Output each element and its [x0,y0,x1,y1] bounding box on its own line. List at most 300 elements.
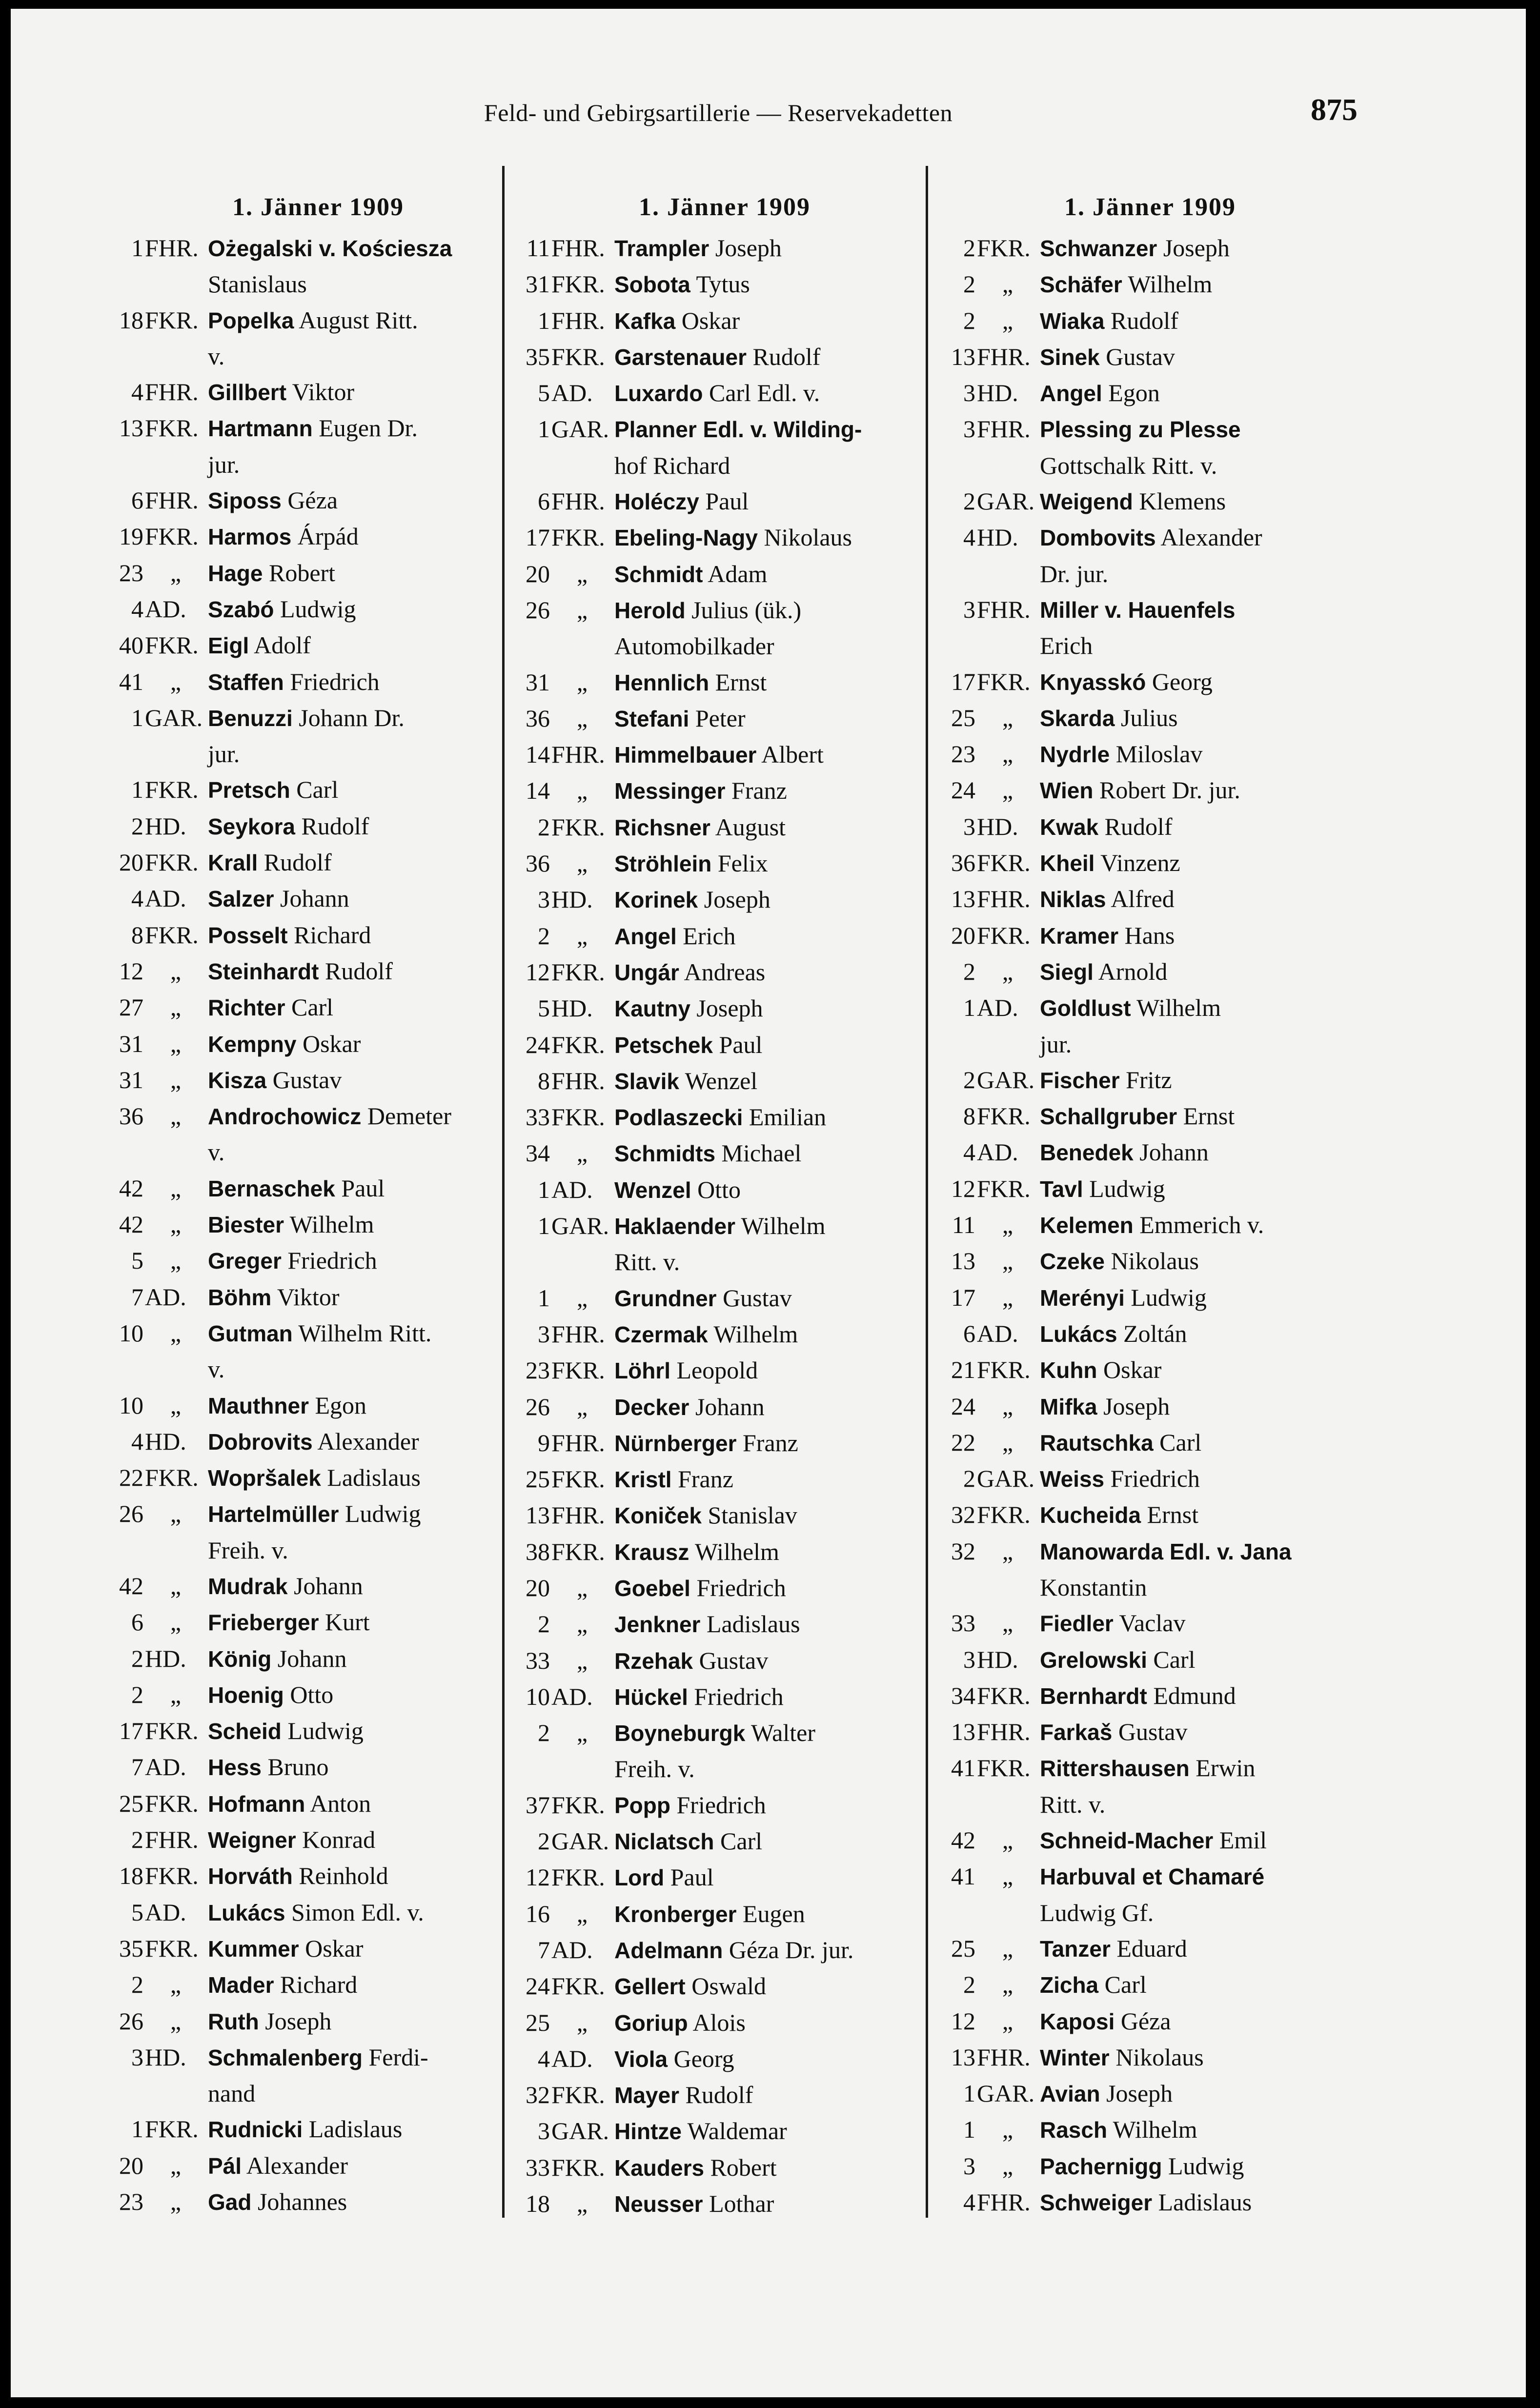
entry-unit: „ [1002,1428,1013,1456]
roster-entry [940,1822,1360,1859]
entry-number: 1 [963,2116,975,2144]
entry-unit: FKR. [145,414,199,442]
entry-unit: FHR. [977,343,1031,370]
roster-entry [515,1787,934,1823]
entry-surname: Goldlust [1040,995,1131,1021]
entry-name [1040,736,1360,772]
entry-given-names: Zoltán [1117,1319,1187,1347]
entry-unit: „ [1002,1247,1013,1275]
entry-surname: Ebeling-Nagy [614,525,758,551]
entry-given-names: Vaclav [1113,1609,1186,1637]
entry-given-names: Joseph [1157,234,1230,262]
entry-name [1040,592,1360,628]
roster-entry-continuation [940,1027,1360,1062]
entry-name [1040,772,1360,809]
roster-entry [515,1316,934,1353]
entry-given-names: Alexander [312,1427,419,1455]
entry-surname: Mifka [1040,1394,1097,1419]
entry-surname: Horváth [208,1863,293,1889]
roster-entry [940,1605,1360,1641]
column-middle [515,184,934,2222]
entry-number: 24 [526,1972,550,2000]
entry-name [614,773,934,809]
entry-unit: „ [1002,740,1013,768]
entry-unit: FKR. [145,1862,199,1890]
entry-given-names: Carl [1147,1645,1196,1673]
entry-name [614,1208,934,1244]
entry-given-names: Viktor [271,1283,340,1311]
entry-surname: Podlaszecki [614,1105,743,1131]
entry-unit: FKR. [551,2081,605,2109]
entry-given-names: Joseph [690,994,763,1022]
entry-name [1040,2185,1360,2221]
entry-given-names: Rudolf [319,957,393,985]
entry-name [1040,1352,1360,1388]
entry-name [1040,2148,1360,2185]
entry-surname: Farkaš [1040,1720,1113,1745]
entry-name [614,2077,934,2113]
entry-surname: Knyasskó [1040,669,1146,695]
entry-unit: FHR. [551,741,605,769]
entry-surname: Avian [1040,2081,1100,2107]
entry-unit: „ [170,559,182,587]
entry-number: 13 [951,885,975,913]
column-right [940,184,1360,2221]
entry-given-names: Anton [305,1789,371,1817]
entry-unit: „ [170,1680,182,1708]
entry-given-names: Demeter [361,1102,451,1130]
entry-given-names: Joseph [259,2007,332,2035]
roster-entry [940,484,1360,520]
entry-list [940,230,1360,2221]
entry-number: 38 [526,1538,550,1565]
entry-name [208,2184,528,2220]
entry-surname: Löhrl [614,1358,670,1384]
entry-name [614,2005,934,2041]
entry-surname: Staffen [208,669,284,695]
entry-name [1040,1859,1360,1895]
entry-surname: Dombovits [1040,525,1156,551]
entry-name [614,2186,934,2222]
entry-surname: Hennlich [614,669,709,695]
entry-unit: HD. [145,1644,186,1672]
roster-entry [108,1279,528,1315]
roster-entry [515,230,934,266]
entry-name [614,991,934,1027]
entry-unit: FKR. [551,1103,605,1131]
entry-surname: Decker [614,1394,689,1420]
entry-given-names: Friedrich [1104,1465,1200,1493]
entry-number: 2 [963,957,975,985]
roster-entry [940,1859,1360,1895]
entry-name [208,555,528,591]
entry-name [208,2111,528,2147]
entry-number: 4 [963,2188,975,2216]
entry-surname: Bernaschek [208,1175,335,1201]
entry-unit: „ [576,1610,588,1638]
entry-continuation: Stanislaus [208,270,307,298]
entry-name [208,1858,528,1894]
entry-unit: „ [170,1030,182,1057]
entry-name [208,1822,528,1858]
entry-name [614,1932,934,1968]
entry-unit: AD. [145,1283,186,1311]
entry-given-names: Kurt [319,1608,370,1636]
roster-entry [108,1568,528,1604]
entry-name [1040,1062,1360,1098]
roster-entry [108,1388,528,1424]
entry-given-names: Wilhelm [1122,270,1213,298]
entry-name [1040,1389,1360,1425]
entry-name [614,2150,934,2186]
entry-surname: Siegl [1040,959,1094,985]
entry-number: 36 [119,1102,143,1130]
entry-number: 31 [119,1066,143,1093]
entry-unit: AD. [977,1138,1018,1166]
entry-name [1040,918,1360,954]
entry-name [208,230,528,266]
entry-unit: „ [576,1574,588,1601]
entry-unit: „ [170,1971,182,1999]
roster-entry [515,303,934,339]
entry-continuation: Freih. v. [614,1755,695,1783]
entry-given-names: Johann [274,885,349,912]
entry-number: 17 [951,668,975,695]
entry-given-names: Erwin [1189,1754,1256,1782]
entry-unit: GAR. [977,2080,1035,2107]
entry-number: 3 [131,2043,143,2071]
roster-entry [940,303,1360,339]
entry-unit: FKR. [977,1501,1031,1529]
roster-entry [940,1134,1360,1171]
entry-name [614,1461,934,1497]
entry-surname: Czermak [614,1321,708,1347]
entry-unit: HD. [977,379,1018,407]
entry-number: 24 [951,1392,975,1420]
entry-given-names: Franz [725,777,787,805]
entry-surname: Luxardo [614,381,703,406]
entry-unit: „ [576,1284,588,1312]
roster-entry [940,2040,1360,2076]
entry-surname: Gellert [614,1974,686,2000]
entry-name [614,2113,934,2149]
entry-unit: AD. [977,994,1018,1022]
entry-number: 3 [963,379,975,407]
entry-surname: Petschek [614,1032,713,1058]
entry-given-names: Ernst [709,668,767,696]
entry-given-names: Leopold [670,1356,758,1384]
entry-unit: FKR. [145,849,199,876]
entry-given-names: Rudolf [747,343,821,370]
entry-name [1040,1316,1360,1352]
entry-unit: HD. [145,812,186,840]
entry-name [208,1243,528,1279]
entry-number: 4 [131,378,143,406]
roster-entry [940,2148,1360,2185]
entry-number: 2 [538,1827,550,1855]
entry-name [614,592,934,628]
entry-given-names: Felix [711,850,768,877]
entry-unit: „ [170,2151,182,2179]
entry-number: 3 [538,886,550,913]
entry-unit: „ [1002,704,1013,731]
entry-surname: Niclatsch [614,1829,714,1855]
entry-unit: „ [1002,957,1013,985]
entry-number: 20 [119,849,143,876]
entry-unit: FKR. [145,1934,199,1962]
entry-unit: AD. [145,1753,186,1781]
roster-entry [515,1353,934,1389]
roster-entry [515,1280,934,1316]
entry-name [614,1280,934,1316]
entry-name [208,627,528,664]
entry-given-names: Vinzenz [1094,849,1180,877]
entry-unit: FKR. [145,631,199,659]
entry-given-names: Franz [671,1465,733,1493]
entry-unit: FKR. [145,306,199,334]
entry-surname: Pretsch [208,777,290,803]
entry-unit: „ [1002,2007,1013,2035]
entry-name [614,954,934,991]
roster-entry [515,2150,934,2186]
entry-name [208,881,528,917]
entry-name [614,1679,934,1715]
entry-surname: Harmos [208,524,292,550]
entry-unit: FKR. [977,1681,1031,1709]
roster-entry [108,627,528,664]
roster-entry [108,809,528,845]
entry-number: 4 [131,595,143,623]
entry-given-names: Wilhelm [1107,2116,1197,2144]
entry-number: 10 [119,1391,143,1419]
entry-unit: „ [170,2007,182,2035]
roster-entry-continuation [108,339,528,374]
entry-unit: FKR. [977,1102,1031,1130]
roster-entry [108,917,528,953]
entry-unit: „ [576,1646,588,1674]
entry-given-names: Paul [335,1174,385,1202]
entry-surname: Mauthner [208,1393,309,1418]
entry-number: 1 [963,2080,975,2107]
entry-unit: „ [170,1608,182,1636]
roster-entry [515,1606,934,1642]
entry-surname: Trampler [614,236,709,261]
roster-entry [940,990,1360,1026]
entry-name [614,701,934,737]
roster-entry [940,772,1360,809]
entry-unit: „ [576,1719,588,1747]
entry-unit: „ [170,1174,182,1202]
roster-entry [515,1063,934,1099]
entry-unit: GAR. [551,1827,609,1855]
entry-name [1040,339,1360,375]
entry-surname: Androchowicz [208,1104,362,1130]
entry-unit: FKR. [551,1972,605,2000]
entry-surname: Posselt [208,922,288,948]
entry-surname: Fischer [1040,1067,1120,1093]
entry-number: 10 [526,1682,550,1710]
entry-name [614,2041,934,2077]
entry-surname: Gutman [208,1320,293,1346]
entry-surname: Schweiger [1040,2190,1153,2216]
roster-entry [515,1823,934,1860]
roster-entry [940,1931,1360,1967]
entry-number: 2 [963,1465,975,1493]
entry-surname: Krausz [614,1539,689,1565]
entry-given-names: Ernst [1177,1102,1235,1130]
entry-name [1040,375,1360,411]
entry-unit: „ [170,1211,182,1238]
entry-surname: Pachernigg [1040,2153,1162,2179]
entry-number: 32 [526,2081,550,2109]
roster-entry [515,484,934,520]
entry-given-names: August [710,813,786,841]
entry-number: 23 [119,2188,143,2216]
entry-continuation: Automobilkader [614,632,774,660]
roster-entry [515,701,934,737]
entry-number: 17 [119,1717,143,1745]
entry-given-names: Hans [1118,921,1175,949]
entry-name [1040,1967,1360,2003]
entry-number: 3 [963,812,975,840]
entry-given-names: Ludwig [1124,1283,1207,1311]
entry-surname: Ströhlein [614,851,712,877]
roster-entry-continuation [108,266,528,302]
entry-given-names: Reinhold [292,1862,388,1890]
entry-surname: Böhm [208,1284,272,1310]
entry-name [208,1604,528,1640]
entry-given-names: Rudolf [295,812,369,840]
entry-unit: „ [576,1139,588,1167]
roster-entry [940,1207,1360,1243]
roster-entry [108,1677,528,1713]
roster-entry [108,1424,528,1460]
entry-number: 2 [131,1680,143,1708]
entry-unit: FKR. [145,1464,199,1492]
roster-entry [940,1425,1360,1461]
entry-given-names: Wilhelm [284,1211,374,1238]
roster-entry [515,1643,934,1679]
entry-unit: FKR. [977,1356,1031,1384]
entry-number: 2 [538,922,550,950]
column-heading: 1. Jänner 1909 [232,193,405,221]
entry-unit: FKR. [145,523,199,550]
entry-unit: FHR. [551,1067,605,1094]
entry-surname: Pál [208,2153,242,2179]
entry-number: 31 [119,1030,143,1057]
entry-unit: „ [576,2008,588,2036]
entry-unit: FKR. [145,921,199,949]
entry-unit: „ [170,1066,182,1093]
entry-unit: „ [1002,1971,1013,1999]
entry-name [1040,1461,1360,1497]
entry-unit: FHR. [551,306,605,334]
entry-unit: „ [1002,2152,1013,2180]
entry-number: 6 [963,1319,975,1347]
entry-surname: Greger [208,1248,282,1274]
entry-number: 3 [963,1645,975,1673]
entry-surname: Siposs [208,488,282,514]
roster-entry [108,1895,528,1931]
entry-given-names: Robert Dr. jur. [1093,776,1240,804]
roster-entry-continuation [108,1533,528,1568]
column-heading: 1. Jänner 1909 [1064,193,1236,221]
entry-unit: AD. [145,1898,186,1926]
entry-continuation: Dr. jur. [1040,560,1109,587]
entry-surname: Sinek [1040,344,1100,370]
roster-entry [515,1968,934,2004]
entry-unit: „ [170,2188,182,2216]
entry-given-names: Bruno [261,1753,329,1781]
entry-name [208,591,528,627]
roster-entry [108,1062,528,1098]
entry-number: 17 [526,524,550,551]
entry-given-names: Ludwig [1162,2152,1244,2180]
entry-name [614,918,934,954]
entry-continuation: v. [208,1356,225,1383]
entry-number: 11 [526,234,550,262]
entry-number: 12 [119,957,143,985]
entry-given-names: Friedrich [690,1574,786,1601]
entry-unit: AD. [551,1936,593,1963]
roster-entry [940,592,1360,628]
roster-entry [108,230,528,266]
entry-number: 2 [538,1610,550,1638]
entry-number: 13 [119,414,143,442]
entry-unit: AD. [551,1682,593,1710]
entry-given-names: Carl [714,1827,763,1855]
entry-given-names: Edmund [1147,1681,1236,1709]
entry-number: 3 [963,415,975,443]
entry-surname: Benedek [1040,1140,1134,1166]
entry-name [1040,1243,1360,1279]
entry-number: 42 [951,1826,975,1854]
entry-surname: Schmalenberg [208,2044,363,2070]
roster-entry [940,881,1360,917]
entry-unit: FKR. [977,1754,1031,1782]
entry-surname: Planner Edl. v. Wilding- [614,417,862,443]
entry-unit: FKR. [145,776,199,804]
entry-number: 42 [119,1572,143,1599]
entry-name [208,1713,528,1749]
entry-surname: Kummer [208,1936,299,1962]
entry-unit: FHR. [551,487,605,515]
entry-number: 41 [119,668,143,695]
entry-surname: Manowarda Edl. v. Jana [1040,1538,1292,1564]
roster-entry [940,230,1360,266]
entry-surname: Schmidts [614,1141,716,1167]
entry-surname: Goebel [614,1575,690,1601]
roster-entry [940,736,1360,772]
entry-unit: „ [170,668,182,695]
entry-unit: FKR. [551,1538,605,1565]
entry-number: 21 [951,1356,975,1384]
entry-number: 6 [131,486,143,514]
entry-unit: FKR. [551,1465,605,1493]
entry-given-names: Wilhelm [689,1538,779,1565]
roster-entry [940,1389,1360,1425]
entry-name [614,1099,934,1135]
page-number: 875 [1311,92,1358,127]
roster-entry [515,2113,934,2149]
entry-number: 2 [963,234,975,262]
entry-number: 35 [526,343,550,370]
entry-number: 36 [951,849,975,877]
entry-number: 2 [538,1719,550,1747]
entry-number: 4 [963,1138,975,1166]
entry-surname: Rasch [1040,2117,1108,2143]
entry-unit: HD. [145,1427,186,1455]
